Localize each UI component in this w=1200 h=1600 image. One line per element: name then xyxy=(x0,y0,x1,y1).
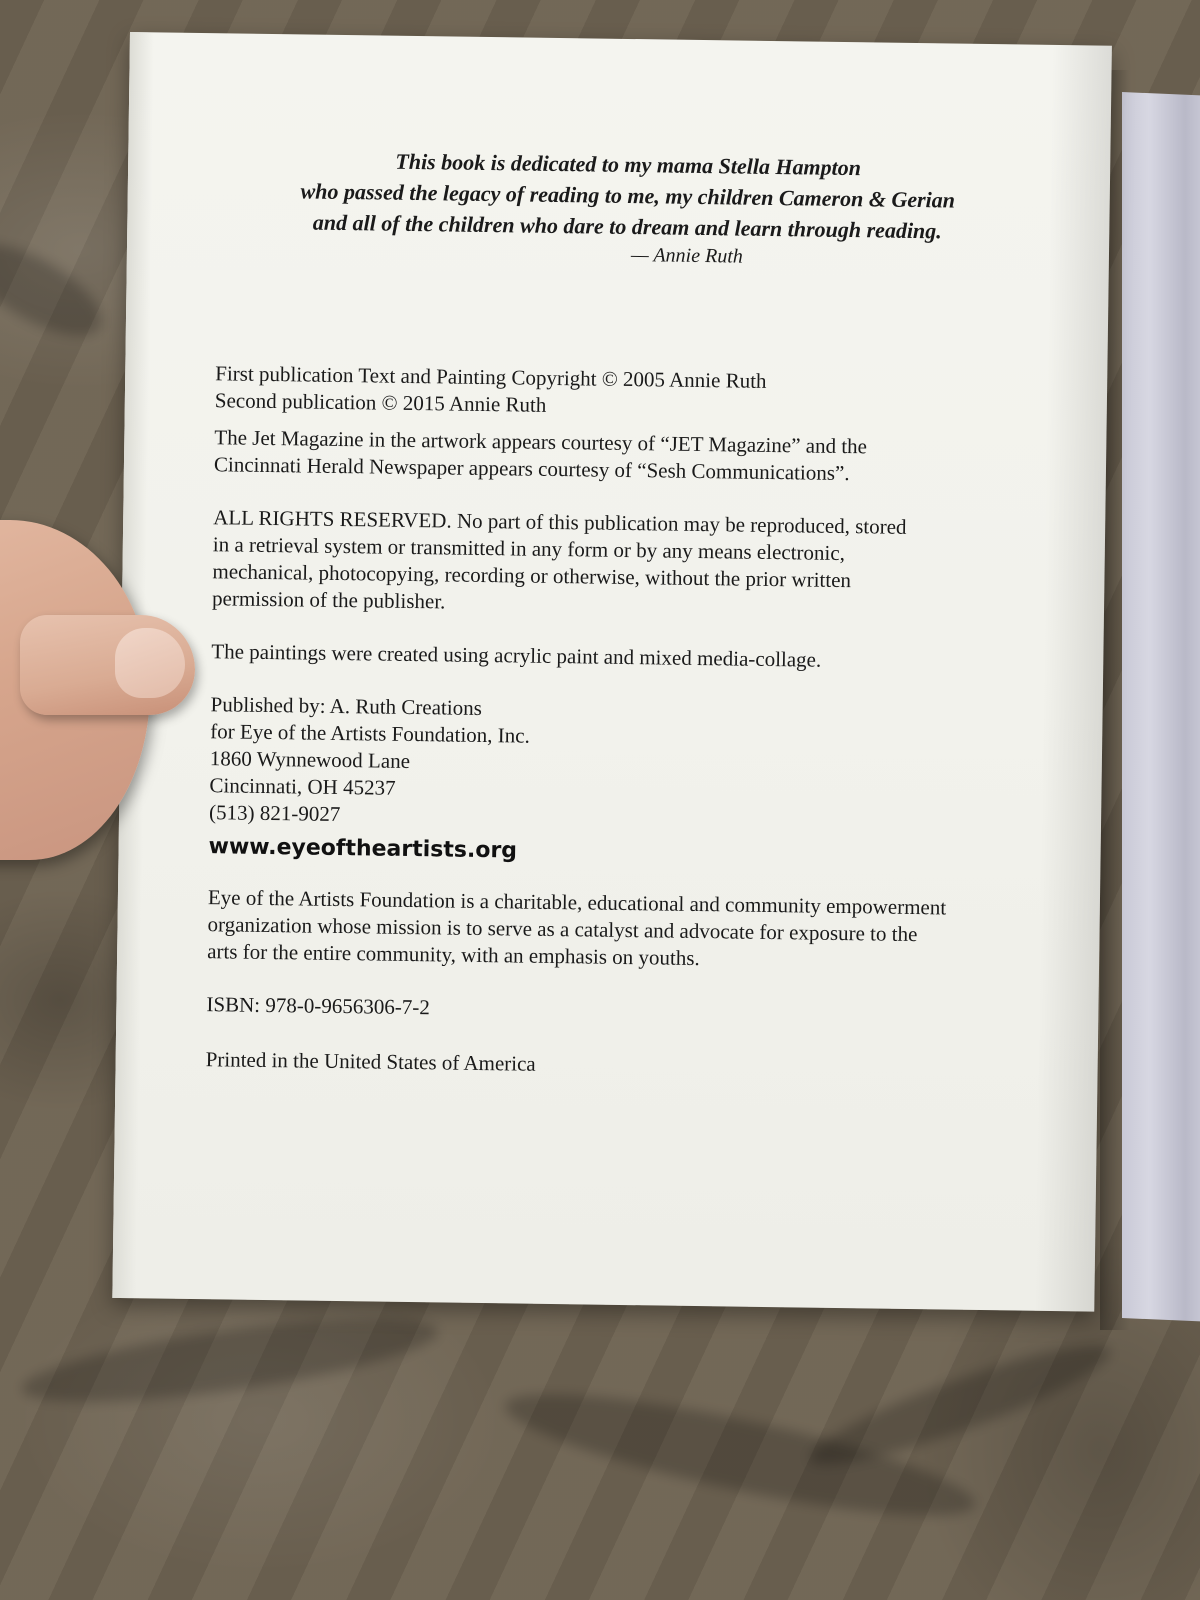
rights-reserved xyxy=(212,504,1033,623)
printed-in: Printed in the United States of America xyxy=(205,1047,536,1076)
copyright-notice xyxy=(215,360,1036,425)
next-page-edge xyxy=(1122,92,1200,1322)
blanket-fold xyxy=(498,1371,982,1539)
rights-line: in a retrieval system or transmitted in any form or by any means electronic, xyxy=(212,532,846,566)
book-page xyxy=(112,32,1112,1312)
website-url: www.eyeoftheartists.org xyxy=(208,834,518,864)
copyright-line: Second publication © 2015 Annie Ruth xyxy=(214,388,547,417)
publisher-line: Published by: A. Ruth Creations xyxy=(210,692,483,720)
dedication xyxy=(217,143,1038,247)
dedication-line: who passed the legacy of reading to me, my children Cameron & Gerian xyxy=(300,178,956,213)
dedication-line: This book is dedicated to my mama Stella Hampton xyxy=(395,148,862,181)
isbn: ISBN: 978-0-9656306-7-2 xyxy=(206,992,430,1020)
dedication-line: and all of the children who dare to dream and learn through reading. xyxy=(312,209,942,244)
mission-statement xyxy=(207,884,1028,976)
copyright-line: First publication Text and Painting Copyright © 2005 Annie Ruth xyxy=(215,361,767,393)
mission-line: Eye of the Artists Foundation is a charitable, educational and community empowerment xyxy=(207,885,947,920)
publisher-line: (513) 821-9027 xyxy=(208,800,341,827)
paintings-note: The paintings were created using acrylic paint and mixed media-collage. xyxy=(211,639,822,672)
publisher-info xyxy=(209,691,1031,837)
blanket-fold xyxy=(18,1301,442,1419)
publisher-line: for Eye of the Artists Foundation, Inc. xyxy=(210,719,531,748)
rights-line: mechanical, photocopying, recording or otherwise, without the prior written xyxy=(212,559,852,593)
credits-line: Cincinnati Herald Newspaper appears courtesy of “Sesh Communications”. xyxy=(213,452,850,486)
mission-line: organization whose mission is to serve as a catalyst and advocate for exposure to the xyxy=(207,912,918,947)
blanket-fold xyxy=(801,1327,1119,1483)
dedication-signature: — Annie Ruth xyxy=(630,244,743,268)
page-content xyxy=(205,143,1038,1084)
thumbnail xyxy=(115,628,185,698)
publisher-line: 1860 Wynnewood Lane xyxy=(209,746,411,773)
rights-line: ALL RIGHTS RESERVED. No part of this publication may be reproduced, stored xyxy=(213,505,907,539)
publisher-line: Cincinnati, OH 45237 xyxy=(209,773,396,800)
credits-line: The Jet Magazine in the artwork appears courtesy of “JET Magazine” and the xyxy=(214,425,868,459)
artwork-credits xyxy=(214,424,1035,489)
rights-line: permission of the publisher. xyxy=(211,586,446,614)
mission-line: arts for the entire community, with an emphasis on youths. xyxy=(207,939,700,971)
blanket-fold xyxy=(0,227,115,354)
